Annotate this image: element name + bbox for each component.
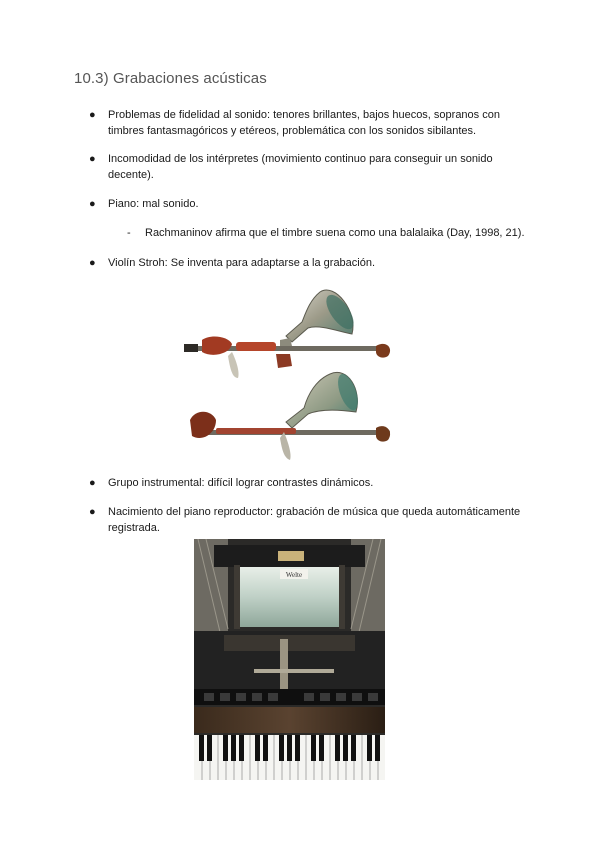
bullet-item [89,197,534,213]
sub-bullet-item [127,226,547,242]
stroh-violin-photo [180,282,395,462]
sub-bullet-text: Rachmaninov afirma que el timbre suena como una balalaika (Day, 1998, 21). [145,227,525,239]
player-piano-photo [194,539,385,780]
bullet-text: Grupo instrumental: difícil lograr contrastes dinámicos. [108,477,374,489]
stroh-violin-bottom [190,371,390,460]
bullet-item [89,256,534,272]
bullet-text: Piano: mal sonido. [108,198,199,210]
bullet-text: Incomodidad de los intérpretes (movimiento continuo para conseguir un sonido decente). [108,153,493,181]
bullet-marker: ● [89,109,96,121]
sub-bullet-marker: - [127,227,131,239]
bullet-marker: ● [89,153,96,165]
section-heading: 10.3) Grabaciones acústicas [74,70,267,87]
bullet-text: Violín Stroh: Se inventa para adaptarse a la grabación. [108,257,376,269]
bullet-marker: ● [89,257,96,269]
music-roll [234,565,345,629]
bullet-marker: ● [89,198,96,210]
bullet-item [89,505,534,536]
bullet-item [89,152,534,183]
bullet-item [89,108,534,139]
bullet-text: Problemas de fidelidad al sonido: tenores brillantes, bajos huecos, sopranos con timbres fantasmagóricos y etéreos, problemática con los sonidos sibilantes. [108,109,500,137]
piano-keyboard [194,735,385,780]
bullet-item [89,476,534,492]
bullet-marker: ● [89,477,96,489]
bullet-marker: ● [89,506,96,518]
bullet-text: Nacimiento del piano reproductor: grabación de música que queda automáticamente registrada. [108,506,521,534]
roll-label: Welte [285,571,303,579]
stroh-violin-top [184,290,390,378]
